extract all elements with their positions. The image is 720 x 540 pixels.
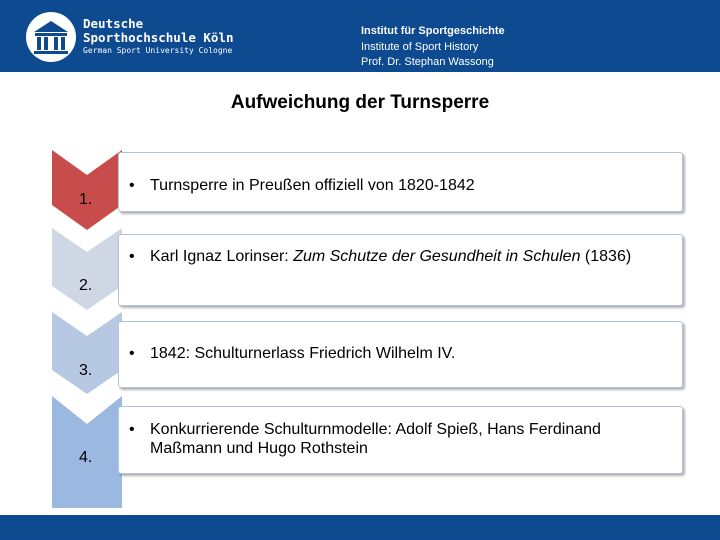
logo-name-line1: Deutsche	[83, 16, 144, 31]
step-number-1: 1.	[79, 191, 93, 208]
university-logo[interactable]	[26, 12, 234, 62]
institute-name-de: Institut für Sportgeschichte	[361, 25, 505, 37]
step-number-3: 3.	[79, 362, 93, 379]
step-text-4: • Konkurrierende Schulturnmodelle: Adolf Spieß, Hans Ferdinand Maßmann und Hugo Rothstein	[129, 421, 601, 457]
slide-title: Aufweichung der Turnsperre	[230, 92, 490, 113]
step-chevron-1	[52, 150, 122, 230]
professor-name: Prof. Dr. Stephan Wassong	[361, 56, 494, 68]
logo-building-icon	[26, 12, 76, 62]
institute-name-en: Institute of Sport History	[361, 40, 479, 53]
step-number-2: 2.	[79, 277, 93, 294]
bullet-marker: •	[129, 421, 135, 438]
step-box-1	[118, 152, 683, 212]
logo-subtitle: German Sport University Cologne	[83, 46, 233, 55]
step-box-3	[118, 321, 683, 388]
book-title: Zum Schutze der Gesundheit in Schulen	[293, 248, 581, 265]
bullet-marker: •	[129, 177, 135, 194]
institute-info	[361, 24, 505, 71]
step-chevron-3	[52, 312, 122, 394]
step-number-4: 4.	[79, 449, 93, 466]
footer-bar	[0, 515, 720, 540]
step-text-2: • Karl Ignaz Lorinser: Zum Schutze der Gesundheit in Schulen (1836)	[129, 248, 632, 265]
step-chevron-2	[52, 228, 122, 310]
step-text-1: • Turnsperre in Preußen offiziell von 1820-1842	[129, 177, 475, 194]
bullet-marker: •	[129, 345, 135, 362]
step-box-2	[118, 234, 683, 306]
step-box-4	[118, 406, 683, 474]
logo-name-line2: Sporthochschule Köln	[83, 30, 234, 45]
bullet-marker: •	[129, 248, 135, 265]
step-text-3: • 1842: Schulturnerlass Friedrich Wilhelm IV.	[129, 345, 456, 362]
header-bar	[0, 0, 720, 72]
